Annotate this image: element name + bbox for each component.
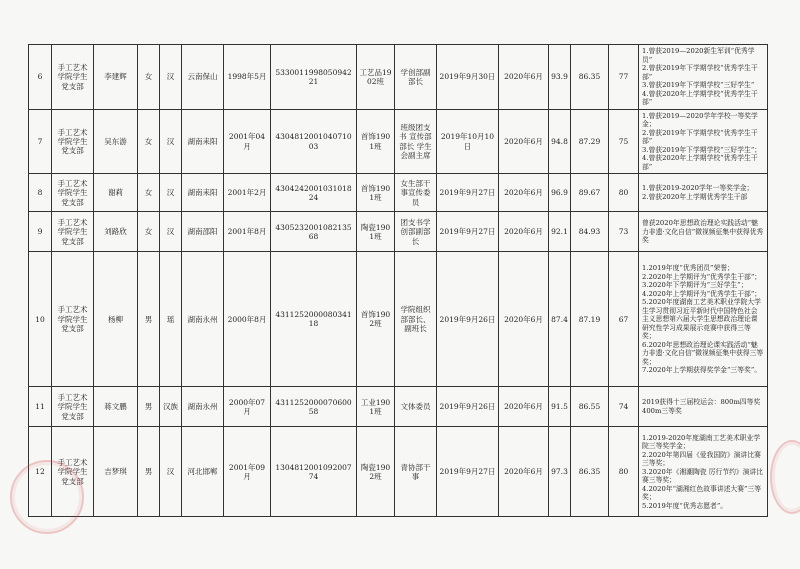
ethnicity-cell: 汉族 xyxy=(160,387,182,427)
birth-date-cell: 2001年2月 xyxy=(224,174,271,212)
score-b-cell: 89.67 xyxy=(571,174,609,212)
gender-cell: 女 xyxy=(138,212,160,252)
score-a-cell: 96.9 xyxy=(549,174,571,212)
join-date-cell: 2019年9月27日 xyxy=(437,212,499,252)
student-name-cell: 吉梦琪 xyxy=(94,427,138,517)
honors-cell xyxy=(639,427,768,517)
rank-score-cell: 73 xyxy=(609,212,639,252)
table-row xyxy=(29,252,768,387)
id-number-cell: 533001199805094221 xyxy=(271,45,357,110)
join-date-cell: 2019年9月27日 xyxy=(437,174,499,212)
gender-cell: 男 xyxy=(138,427,160,517)
ethnicity-cell: 汉 xyxy=(160,45,182,110)
score-b-cell: 84.93 xyxy=(571,212,609,252)
party-branch-cell: 手工艺术学院学生党支部 xyxy=(52,387,94,427)
row-number-cell: 11 xyxy=(29,387,52,427)
gender-cell: 男 xyxy=(138,252,160,387)
score-b-cell: 87.29 xyxy=(571,110,609,174)
id-number-cell: 430523200108213568 xyxy=(271,212,357,252)
student-name-cell: 蒋文鹏 xyxy=(94,387,138,427)
student-name-cell: 刘路欣 xyxy=(94,212,138,252)
join-date-cell: 2019年9月26日 xyxy=(437,252,499,387)
position-cell: 女生部干事宣传委员 xyxy=(395,174,437,212)
party-branch-cell: 手工艺术学院学生党支部 xyxy=(52,427,94,517)
honor-item: 2.曾获2020年上学期优秀学生干部 xyxy=(642,192,748,201)
honor-item: 5.2020年度湖南工艺美术职业学院大学生学习贯彻习近平新时代中国特色社会主义思想第六届大学生思想政治理论课研究性学习成果展示竞赛中获得三等奖； xyxy=(642,298,761,341)
honors-cell xyxy=(639,110,768,174)
honor-item: 7.2020年上学期获得奖学金“三等奖”。 xyxy=(642,366,762,375)
score-a-cell: 93.9 xyxy=(549,45,571,110)
row-number-cell: 6 xyxy=(29,45,52,110)
join-date-cell: 2019年9月26日 xyxy=(437,387,499,427)
class-name-cell: 工艺品1902班 xyxy=(357,45,395,110)
ethnicity-cell: 瑶 xyxy=(160,252,182,387)
graduation-date-cell: 2020年6月 xyxy=(499,45,549,110)
graduation-date-cell: 2020年6月 xyxy=(499,387,549,427)
honor-item: 2.曾获2019年下学期学校“优秀学生干部” xyxy=(642,64,758,81)
class-name-cell: 首饰1902班 xyxy=(357,252,395,387)
party-branch-cell: 手工艺术学院学生党支部 xyxy=(52,174,94,212)
graduation-date-cell: 2020年6月 xyxy=(499,212,549,252)
table-row xyxy=(29,427,768,517)
honor-item: 2.2020年第四届《爱我国防》演讲比赛三等奖； xyxy=(642,450,761,468)
join-date-cell: 2019年9月27日 xyxy=(437,427,499,517)
party-branch-cell: 手工艺术学院学生党支部 xyxy=(52,212,94,252)
honors-cell xyxy=(639,252,768,387)
score-a-cell: 97.3 xyxy=(549,427,571,517)
rank-score-cell: 74 xyxy=(609,387,639,427)
party-branch-cell: 手工艺术学院学生党支部 xyxy=(52,45,94,110)
birth-date-cell: 2000年07月 xyxy=(224,387,271,427)
id-number-cell: 130481200109200774 xyxy=(271,427,357,517)
honor-item: 3.曾获2019年下学期学校“三好学生” xyxy=(642,81,755,90)
hometown-cell: 湖南邵阳 xyxy=(182,212,224,252)
id-number-cell: 430424200103101824 xyxy=(271,174,357,212)
table-row xyxy=(29,45,768,110)
graduation-date-cell: 2020年6月 xyxy=(499,110,549,174)
ethnicity-cell: 汉 xyxy=(160,212,182,252)
student-name-cell: 吴东游 xyxy=(94,110,138,174)
stamp-mark xyxy=(770,440,800,514)
student-name-cell: 杨柳 xyxy=(94,252,138,387)
birth-date-cell: 1998年5月 xyxy=(224,45,271,110)
rank-score-cell: 80 xyxy=(609,174,639,212)
honor-item: 1.2019-2020年度湖南工艺美术职业学院三等奖学金； xyxy=(642,433,761,451)
rank-score-cell: 77 xyxy=(609,45,639,110)
hometown-cell: 云南保山 xyxy=(182,45,224,110)
class-name-cell: 首饰1901班 xyxy=(357,110,395,174)
gender-cell: 女 xyxy=(138,110,160,174)
score-b-cell: 86.35 xyxy=(571,45,609,110)
student-info-table xyxy=(28,44,768,517)
graduation-date-cell: 2020年6月 xyxy=(499,174,549,212)
honor-item: 3.曾获2019年下学期学校“三好学生”； xyxy=(642,145,762,154)
score-b-cell: 87.19 xyxy=(571,252,609,387)
rank-score-cell: 67 xyxy=(609,252,639,387)
position-cell: 学院组织部部长、副班长 xyxy=(395,252,437,387)
score-a-cell: 91.5 xyxy=(549,387,571,427)
honor-item: 1.曾获2019-2020学年一等奖学金； xyxy=(642,184,754,193)
position-cell: 文体委员 xyxy=(395,387,437,427)
student-name-cell: 李建辉 xyxy=(94,45,138,110)
birth-date-cell: 2001年8月 xyxy=(224,212,271,252)
rank-score-cell: 80 xyxy=(609,427,639,517)
party-branch-cell: 手工艺术学院学生党支部 xyxy=(52,252,94,387)
position-cell: 青协部干事 xyxy=(395,427,437,517)
hometown-cell: 湖南耒阳 xyxy=(182,110,224,174)
class-name-cell: 首饰1901班 xyxy=(357,174,395,212)
row-number-cell: 12 xyxy=(29,427,52,517)
class-name-cell: 陶瓷1901班 xyxy=(357,212,395,252)
honors-cell xyxy=(639,212,768,252)
hometown-cell: 河北邯郸 xyxy=(182,427,224,517)
hometown-cell: 湖南永州 xyxy=(182,387,224,427)
row-number-cell: 9 xyxy=(29,212,52,252)
birth-date-cell: 2001年09月 xyxy=(224,427,271,517)
id-number-cell: 431125200007060058 xyxy=(271,387,357,427)
table-row xyxy=(29,387,768,427)
table-row xyxy=(29,110,768,174)
ethnicity-cell: 汉 xyxy=(160,110,182,174)
birth-date-cell: 2000年8月 xyxy=(224,252,271,387)
ethnicity-cell: 汉 xyxy=(160,427,182,517)
class-name-cell: 陶瓷1902班 xyxy=(357,427,395,517)
honor-item: 4.曾获2020年上学期学校“优秀学生干部” xyxy=(642,154,758,171)
position-cell: 班级团支书 宣传部部长 学生会副主席 xyxy=(395,110,437,174)
honor-item: 4.曾获2020年上学期学校“优秀学生干部” xyxy=(642,89,758,107)
honor-item: 2.曾获2019年下学期学校“优秀学生干部” xyxy=(642,128,758,146)
gender-cell: 男 xyxy=(138,387,160,427)
gender-cell: 女 xyxy=(138,45,160,110)
honor-item: 6.2020年思想政治理论课实践活动“魅力非遗·文化自信”微视频征集中获得三等奖； xyxy=(642,340,764,366)
honor-item: 5.2019年度“优秀志愿者”。 xyxy=(642,501,728,510)
row-number-cell: 8 xyxy=(29,174,52,212)
table-row xyxy=(29,212,768,252)
class-name-cell: 工业1901班 xyxy=(357,387,395,427)
honors-cell xyxy=(639,387,768,427)
honors-cell xyxy=(639,45,768,110)
row-number-cell: 7 xyxy=(29,110,52,174)
honors-cell xyxy=(639,174,768,212)
honor-item: 2019获得十三届校运会：800m四等奖 xyxy=(642,398,761,407)
honor-item: 1.2019年度“优秀团员”荣誉； xyxy=(642,264,734,273)
graduation-date-cell: 2020年6月 xyxy=(499,252,549,387)
birth-date-cell: 2001年04月 xyxy=(224,110,271,174)
score-b-cell: 86.55 xyxy=(571,387,609,427)
honor-item: 曾获2020年思想政治理论实践活动“魅力非遗·文化自信”微视频征集中获得优秀奖 xyxy=(642,219,764,245)
gender-cell: 女 xyxy=(138,174,160,212)
row-number-cell: 10 xyxy=(29,252,52,387)
score-a-cell: 92.1 xyxy=(549,212,571,252)
hometown-cell: 湖南耒阳 xyxy=(182,174,224,212)
honor-item: 4.2020年上学期评为“优秀学生干部”； xyxy=(642,289,762,298)
position-cell: 团支书学创部副部长 xyxy=(395,212,437,252)
honor-item: 400m三等奖 xyxy=(642,406,682,415)
table-row xyxy=(29,174,768,212)
ethnicity-cell: 汉 xyxy=(160,174,182,212)
honor-item: 3.2020年下学期评为“三好学生”； xyxy=(642,281,748,290)
stamp-mark xyxy=(10,460,84,534)
rank-score-cell: 75 xyxy=(609,110,639,174)
position-cell: 学创部副部长 xyxy=(395,45,437,110)
id-number-cell: 430481200104071003 xyxy=(271,110,357,174)
honor-item: 4.2020年“湖湘红色故事讲述大赛”三等奖； xyxy=(642,484,762,502)
honor-item: 3.2020年《湘潮陶瓷 厉行节约》演讲比赛三等奖； xyxy=(642,467,764,485)
party-branch-cell: 手工艺术学院学生党支部 xyxy=(52,110,94,174)
hometown-cell: 湖南永州 xyxy=(182,252,224,387)
honor-item: 1.曾获2019—2020新生军训“优秀学员” xyxy=(642,47,755,64)
score-b-cell: 86.35 xyxy=(571,427,609,517)
id-number-cell: 431125200008034118 xyxy=(271,252,357,387)
honor-item: 2.2020年上学期评为“优秀学生干部”； xyxy=(642,272,762,281)
join-date-cell: 2019年9月30日 xyxy=(437,45,499,110)
score-a-cell: 94.8 xyxy=(549,110,571,174)
table-body xyxy=(29,45,768,517)
join-date-cell: 2019年10月10日 xyxy=(437,110,499,174)
student-name-cell: 谢莉 xyxy=(94,174,138,212)
honor-item: 1.曾获2019—2020学年学校一等奖学金； xyxy=(642,112,758,129)
graduation-date-cell: 2020年6月 xyxy=(499,427,549,517)
score-a-cell: 87.4 xyxy=(549,252,571,387)
